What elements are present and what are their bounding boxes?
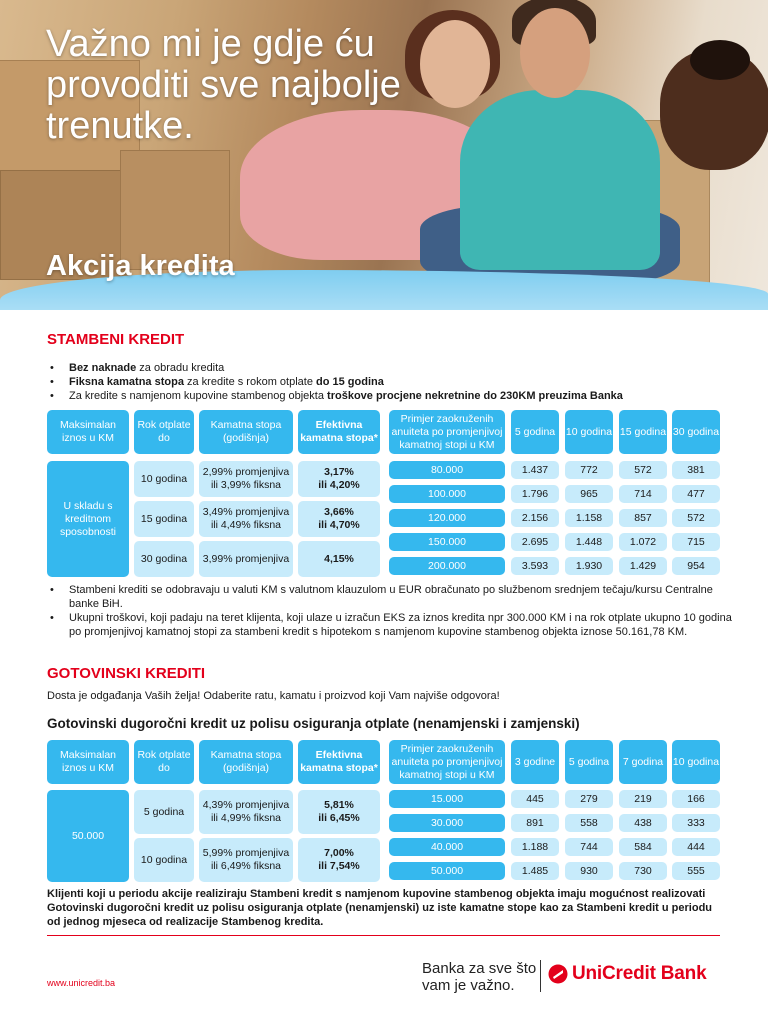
stambeni-bullets (47, 361, 623, 403)
toy-horse-mane (690, 40, 750, 80)
stambeni-notes (47, 583, 737, 639)
divider (47, 935, 720, 936)
annuity-value-cell: 558 (565, 814, 613, 832)
annuity-amount-cell: 100.000 (389, 485, 505, 503)
kamata-cell: 3,99% promjenjiva (199, 541, 293, 577)
annuity-value-cell: 3.593 (511, 557, 559, 575)
max-amount-cell: 50.000 (47, 790, 129, 882)
header-year-col: 30 godina (672, 410, 720, 454)
rok-cell: 30 godina (134, 541, 194, 577)
rok-cell: 10 godina (134, 838, 194, 882)
annuity-value-cell: 772 (565, 461, 613, 479)
annuity-amount-cell: 80.000 (389, 461, 505, 479)
header-year-col: 7 godina (619, 740, 667, 784)
gotovinski-intro: Dosta je odgađanja Vaših želja! Odaberite ratu, kamatu i proizvod koji Vam najviše odgovora! (47, 690, 500, 702)
bullet-item: • Fiksna kamatna stopa za kredite s rokom otplate do 15 godina (47, 375, 623, 389)
annuity-value-cell: 1.930 (565, 557, 613, 575)
header-max: Maksimalan iznos u KM (47, 410, 129, 454)
header-eks: Efektivna kamatna stopa* (298, 410, 380, 454)
section-title-gotovinski: GOTOVINSKI KREDITI (47, 665, 206, 682)
annuity-value-cell: 219 (619, 790, 667, 808)
annuity-amount-cell: 200.000 (389, 557, 505, 575)
header-kamata: Kamatna stopa (godišnja) (199, 740, 293, 784)
unicredit-logo (548, 963, 706, 985)
eks-value: 7,00% (324, 847, 354, 859)
header-rok: Rok otplate do (134, 740, 194, 784)
annuity-amount-cell: 50.000 (389, 862, 505, 880)
header-year-col: 10 godina (672, 740, 720, 784)
annuity-value-cell: 930 (565, 862, 613, 880)
rok-cell: 15 godina (134, 501, 194, 537)
eks-value-alt: ili 4,20% (318, 479, 360, 491)
header-year-col: 5 godina (511, 410, 559, 454)
annuity-value-cell: 2.156 (511, 509, 559, 527)
annuity-value-cell: 555 (672, 862, 720, 880)
header-rok: Rok otplate do (134, 410, 194, 454)
header-primjer: Primjer zaokruženih anuiteta po promjenjivoj kamatnoj stopi u KM (389, 410, 505, 454)
annuity-value-cell: 444 (672, 838, 720, 856)
gotovinski-footnote: Klijenti koji u periodu akcije realiziraju Stambeni kredit s namjenom kupovine stambenog objekta imaju mogućnost realizovati Gotovinski dugoročni kredit uz polisu osiguranja otplate (nenamjenski) uz iste kamatne stope kao za Stambeni kredit u periodu od jednog mjeseca od realizacije Stambenog kredita. (47, 888, 713, 928)
annuity-value-cell: 381 (672, 461, 720, 479)
rok-cell: 10 godina (134, 461, 194, 497)
annuity-value-cell: 1.429 (619, 557, 667, 575)
header-year-col: 10 godina (565, 410, 613, 454)
note-item: • Ukupni troškovi, koji padaju na teret klijenta, koji ulaze u izračun EKS za iznos kredita npr 300.000 KM i na rok otplate ukupno 10 godina po promjenjivoj kamatnoj stopi za stambeni kredit s hipotekom s namjenom kupovine stambenog objekta iznose 50.161,78 KM. (47, 611, 737, 639)
note-item: • Stambeni krediti se odobravaju u valuti KM s valutnom klauzulom u EUR obračunato po službenom srednjem tečaju/kursu Centralne banke BiH. (47, 583, 737, 611)
annuity-amount-cell: 120.000 (389, 509, 505, 527)
eks-value-alt: ili 6,45% (318, 812, 360, 824)
eks-value-alt: ili 7,54% (318, 860, 360, 872)
annuity-amount-cell: 30.000 (389, 814, 505, 832)
annuity-value-cell: 2.695 (511, 533, 559, 551)
kamata-cell: 4,39% promjenjiva ili 4,99% fiksna (199, 790, 293, 834)
slogan (422, 960, 536, 994)
max-amount-cell: U skladu s kreditnom sposobnosti (47, 461, 129, 577)
header-primjer: Primjer zaokruženih anuiteta po promjenjivoj kamatnoj stopi u KM (389, 740, 505, 784)
photo-man-face (520, 8, 590, 98)
annuity-value-cell: 445 (511, 790, 559, 808)
header-year-col: 15 godina (619, 410, 667, 454)
annuity-value-cell: 333 (672, 814, 720, 832)
unicredit-logo-icon (548, 964, 568, 984)
annuity-value-cell: 572 (619, 461, 667, 479)
rok-cell: 5 godina (134, 790, 194, 834)
annuity-value-cell: 1.796 (511, 485, 559, 503)
annuity-value-cell: 584 (619, 838, 667, 856)
slogan-line: Banka za sve što (422, 960, 537, 977)
annuity-value-cell: 1.188 (511, 838, 559, 856)
annuity-value-cell: 572 (672, 509, 720, 527)
annuity-value-cell: 857 (619, 509, 667, 527)
header-eks: Efektivna kamatna stopa* (298, 740, 380, 784)
eks-cell (298, 461, 380, 497)
annuity-value-cell: 891 (511, 814, 559, 832)
annuity-value-cell: 730 (619, 862, 667, 880)
annuity-value-cell: 744 (565, 838, 613, 856)
website-link[interactable]: www.unicredit.ba (47, 978, 116, 988)
annuity-value-cell: 279 (565, 790, 613, 808)
eks-value-alt: ili 4,70% (318, 519, 360, 531)
hero-subtitle: Akcija kredita (46, 250, 235, 282)
logo-text: UniCredit Bank (572, 963, 707, 984)
hero-title: Važno mi je gdje ću provoditi sve najbolje trenutke. (46, 23, 401, 147)
photo-man (460, 90, 660, 270)
annuity-amount-cell: 150.000 (389, 533, 505, 551)
annuity-value-cell: 1.437 (511, 461, 559, 479)
annuity-value-cell: 965 (565, 485, 613, 503)
eks-cell (298, 790, 380, 834)
header-max: Maksimalan iznos u KM (47, 740, 129, 784)
annuity-value-cell: 1.158 (565, 509, 613, 527)
header-kamata: Kamatna stopa (godišnja) (199, 410, 293, 454)
header-year-col: 3 godine (511, 740, 559, 784)
annuity-value-cell: 1.072 (619, 533, 667, 551)
kamata-cell: 3,49% promjenjiva ili 4,49% fiksna (199, 501, 293, 537)
annuity-value-cell: 166 (672, 790, 720, 808)
kamata-cell: 2,99% promjenjiva ili 3,99% fiksna (199, 461, 293, 497)
annuity-value-cell: 438 (619, 814, 667, 832)
annuity-amount-cell: 40.000 (389, 838, 505, 856)
slogan-line: vam je važno. (422, 977, 515, 994)
section-title-stambeni: STAMBENI KREDIT (47, 331, 185, 348)
gotovinski-subtitle: Gotovinski dugoročni kredit uz polisu osiguranja otplate (nenamjenski i zamjenski) (47, 716, 580, 731)
bullet-item: • Bez naknade za obradu kredita (47, 361, 623, 375)
annuity-value-cell: 1.448 (565, 533, 613, 551)
kamata-cell: 5,99% promjenjiva ili 6,49% fiksna (199, 838, 293, 882)
eks-cell (298, 501, 380, 537)
logo-separator (540, 960, 541, 992)
annuity-value-cell: 477 (672, 485, 720, 503)
header-year-col: 5 godina (565, 740, 613, 784)
annuity-value-cell: 714 (619, 485, 667, 503)
eks-value: 4,15% (324, 552, 354, 565)
annuity-value-cell: 1.485 (511, 862, 559, 880)
eks-cell (298, 541, 380, 577)
eks-value: 3,17% (324, 466, 354, 478)
annuity-amount-cell: 15.000 (389, 790, 505, 808)
hero-banner (0, 0, 768, 310)
eks-value: 5,81% (324, 799, 354, 811)
annuity-value-cell: 954 (672, 557, 720, 575)
bullet-item: • Za kredite s namjenom kupovine stambenog objekta troškove procjene nekretnine do 230KM preuzima Banka (47, 389, 623, 403)
photo-woman-face (420, 20, 490, 108)
annuity-value-cell: 715 (672, 533, 720, 551)
eks-value: 3,66% (324, 506, 354, 518)
eks-cell (298, 838, 380, 882)
